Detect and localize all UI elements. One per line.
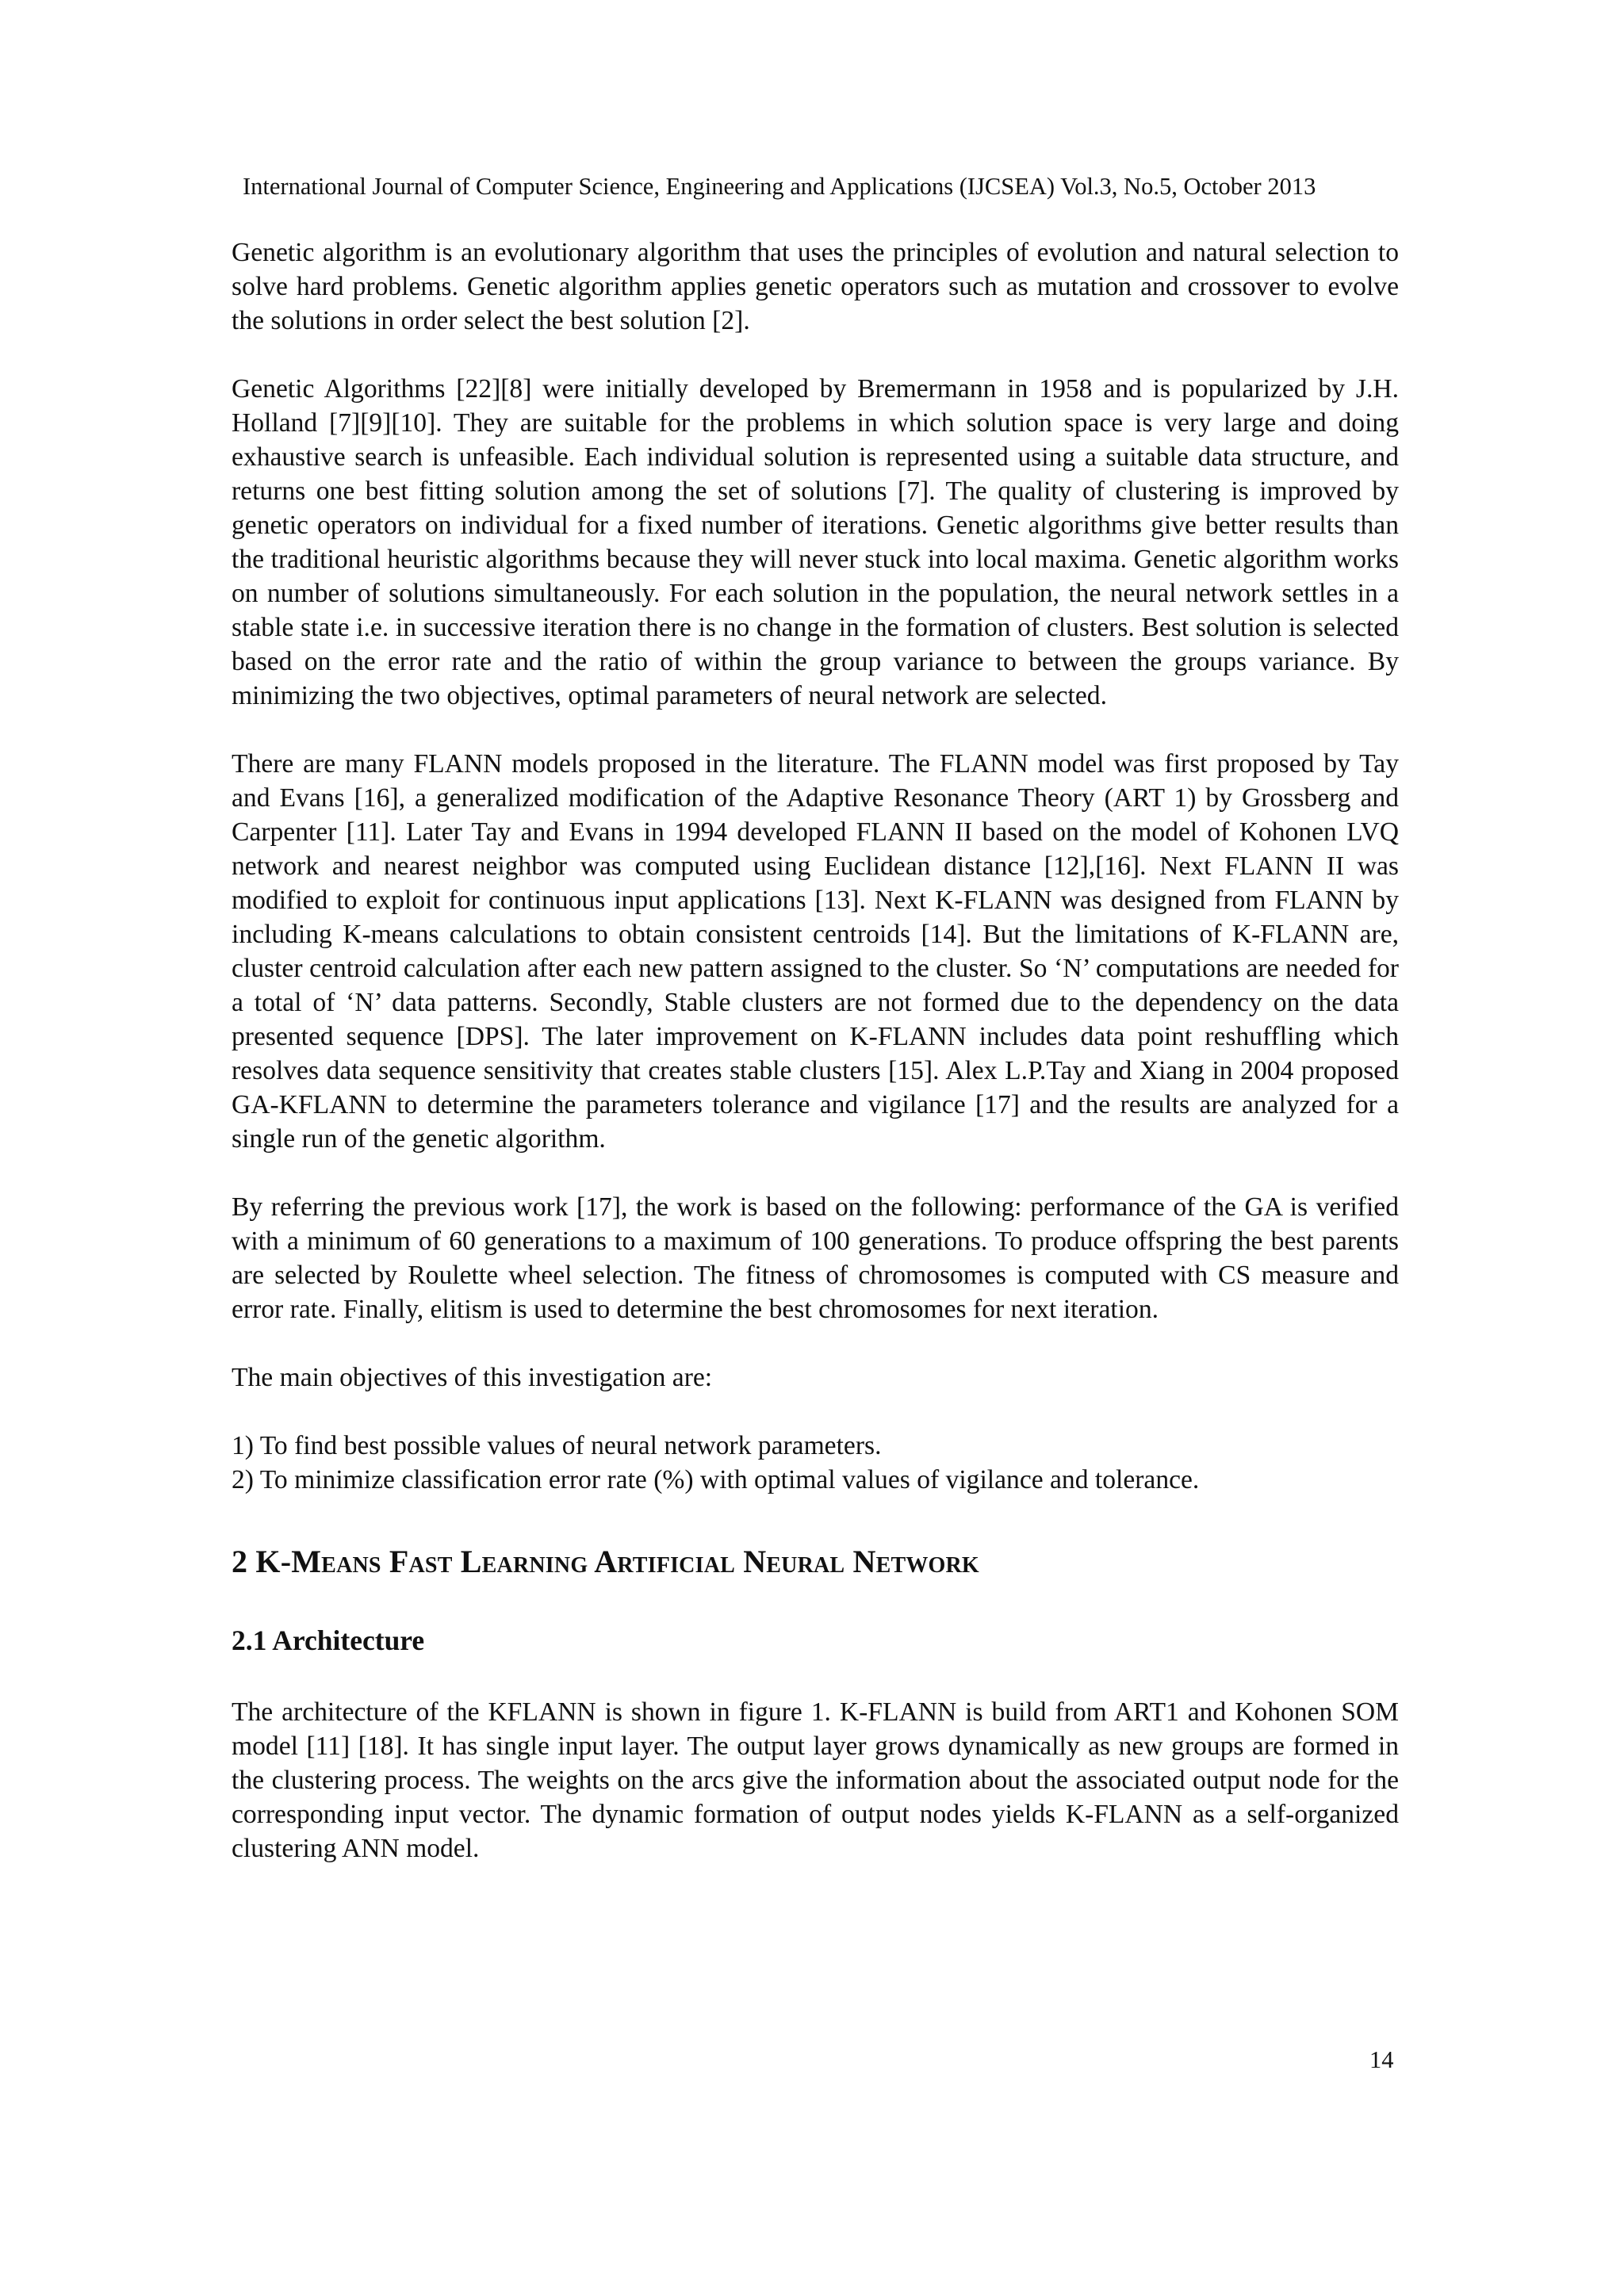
- running-header: International Journal of Computer Science, Engineering and Applications (IJCSEA) Vol.3, No.5, October 2013: [243, 173, 1316, 200]
- paragraph-genetic-algorithm-intro: Genetic algorithm is an evolutionary algorithm that uses the principles of evolution and natural selection to solve hard problems. Genetic algorithm applies genetic operators such as mutation and crossover to evolve the solutions in order select the best solution [2].: [232, 238, 1399, 335]
- paragraph-genetic-algorithms-history: Genetic Algorithms [22][8] were initially developed by Bremermann in 1958 and is popularized by J.H. Holland [7][9][10]. They are suitable for the problems in which solution space is very large and doing exhaustive search is unfeasible. Each individual solution is represented using a suitable data structure, and returns one best fitting solution among the set of solutions [7]. The quality of clustering is improved by genetic operators on individual for a fixed number of iterations. Genetic algorithms give better results than the traditional heuristic algorithms because they will never stuck into local maxima. Genetic algorithm works on number of solutions simultaneously. For each solution in the population, the neural network settles in a stable state i.e. in successive iteration there is no change in the formation of clusters. Best solution is selected based on the error rate and the ratio of within the group variance to between the groups variance. By minimizing the two objectives, optimal parameters of neural network are selected.: [232, 374, 1399, 710]
- paragraph-architecture: The architecture of the KFLANN is shown in figure 1. K-FLANN is build from ART1 and Kohonen SOM model [11] [18]. It has single input layer. The output layer grows dynamically as new groups are formed in the clustering process. The weights on the arcs give the information about the associated output node for the corresponding input vector. The dynamic formation of output nodes yields K-FLANN as a self-organized clustering ANN model.: [232, 1697, 1399, 1863]
- paragraph-previous-work: By referring the previous work [17], the work is based on the following: performance of the GA is verified with a minimum of 60 generations to a maximum of 100 generations. To produce offspring the best parents are selected by Roulette wheel selection. The fitness of chromosomes is computed with CS measure and error rate. Finally, elitism is used to determine the best chromosomes for next iteration.: [232, 1192, 1399, 1324]
- section-heading: 2 K-Means Fast Learning Artificial Neural Network: [232, 1544, 979, 1579]
- page-number: 14: [1369, 2046, 1394, 2073]
- objective-item: 2) To minimize classification error rate (%) with optimal values of vigilance and tolerance.: [232, 1465, 1200, 1494]
- subsection-heading: 2.1 Architecture: [232, 1624, 425, 1656]
- page-body: [232, 235, 1399, 1900]
- objectives-list: [232, 1429, 1399, 1497]
- paragraph-objectives-intro: The main objectives of this investigation are:: [232, 1363, 713, 1392]
- paragraph-flann-models: There are many FLANN models proposed in the literature. The FLANN model was first proposed by Tay and Evans [16], a generalized modification of the Adaptive Resonance Theory (ART 1) by Grossberg and Carpenter [11]. Later Tay and Evans in 1994 developed FLANN II based on the model of Kohonen LVQ network and nearest neighbor was computed using Euclidean distance [12],[16]. Next FLANN II was modified to exploit for continuous input applications [13]. Next K-FLANN was designed from FLANN by including K-means calculations to obtain consistent centroids [14]. But the limitations of K-FLANN are, cluster centroid calculation after each new pattern assigned to the cluster. So ‘N’ computations are needed for a total of ‘N’ data patterns. Secondly, Stable clusters are not formed due to the dependency on the data presented sequence [DPS]. The later improvement on K-FLANN includes data point reshuffling which resolves data sequence sensitivity that creates stable clusters [15]. Alex L.P.Tay and Xiang in 2004 proposed GA-KFLANN to determine the parameters tolerance and vigilance [17] and the results are analyzed for a single run of the genetic algorithm.: [232, 749, 1399, 1154]
- objective-item: 1) To find best possible values of neural network parameters.: [232, 1431, 882, 1460]
